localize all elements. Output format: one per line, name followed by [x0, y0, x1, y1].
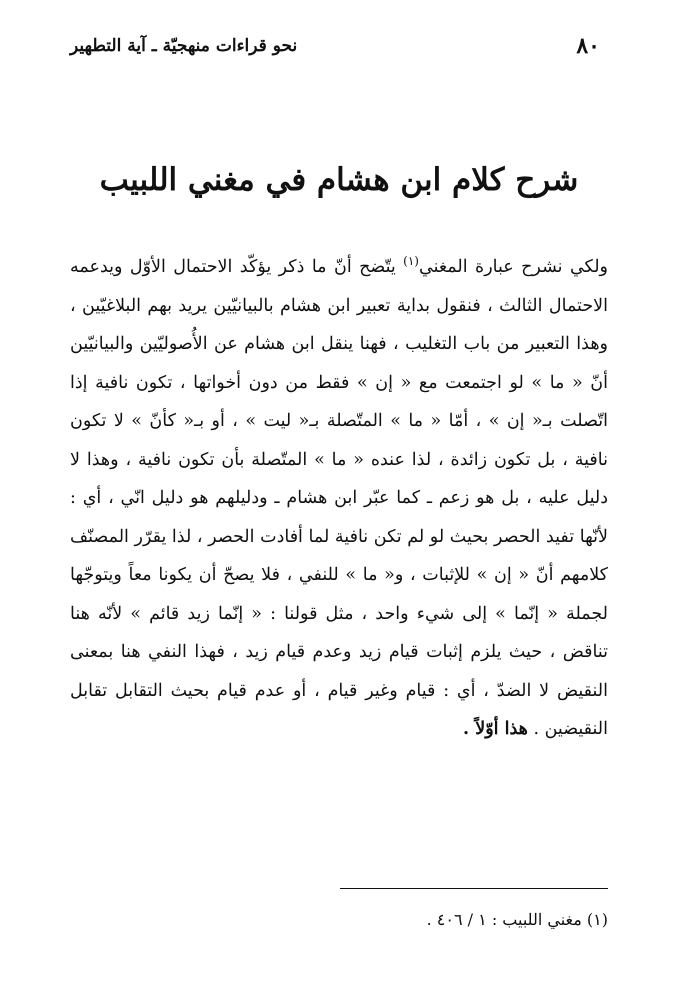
- footnote-divider: [340, 888, 608, 889]
- body-text-emphasis: هذا أوّلاً .: [463, 719, 528, 739]
- page-number: ٨٠: [576, 33, 600, 59]
- page-header: [70, 30, 600, 62]
- body-paragraph: [70, 248, 608, 749]
- body-text-main: يتّضح أنّ ما ذكر يؤكّد الاحتمال الأوّل ويدعمه الاحتمال الثالث ، فنقول بداية تعبير ابن هشام بالبيانيّين يريد بهم البلاغيّين ، وهذا التعبير من باب التغليب ، فهنا ينقل ابن هشام عن الأُصوليّين والبيانيّين أنّ « ما » لو اجتمعت مع « إن » فقط من دون أخواتها ، تكون نافية إذا اتّصلت بـ« إن » ، أمّا « ما » المتّصلة بـ« ليت » ، أو بـ« كأنّ » لا تكون نافية ، بل تكون زائدة ، لذا عنده « ما » المتّصلة بأن تكون نافية ، وهذا لا دليل عليه ، بل هو زعم ـ كما عبّر ابن هشام ـ ودليلهم هو دليل انّي ، أي : لأنّها تفيد الحصر بحيث لو لم تكن نافية لما أفادت الحصر ، لذا يقرّر المصنّف كلامهم أنّ « إن » للإثبات ، و« ما » للنفي ، فلا يصحّ أن يكونا معاً ويتوجّها لجملة « إنّما » إلى شيء واحد ، مثل قولنا : « إنّما زيد قائم » لأنّه هنا تناقض ، حيث يلزم إثبات قيام زيد وعدم قيام زيد ، فهذا النفي هنا بمعنى النقيض لا الضدّ ، أي : قيام وغير قيام ، أو عدم قيام بحيث التقابل تقابل النقيضين .: [70, 257, 608, 739]
- body-text-intro: ولكي نشرح عبارة المغني: [418, 257, 608, 277]
- footnote: (١) مغني اللبيب : ١ / ٤٠٦ .: [426, 910, 608, 929]
- running-title: نحو قراءات منهجيّة ـ آية التطهير: [70, 36, 298, 56]
- section-title: شرح كلام ابن هشام في مغني اللبيب: [99, 162, 579, 198]
- footnote-reference: (١): [403, 254, 419, 269]
